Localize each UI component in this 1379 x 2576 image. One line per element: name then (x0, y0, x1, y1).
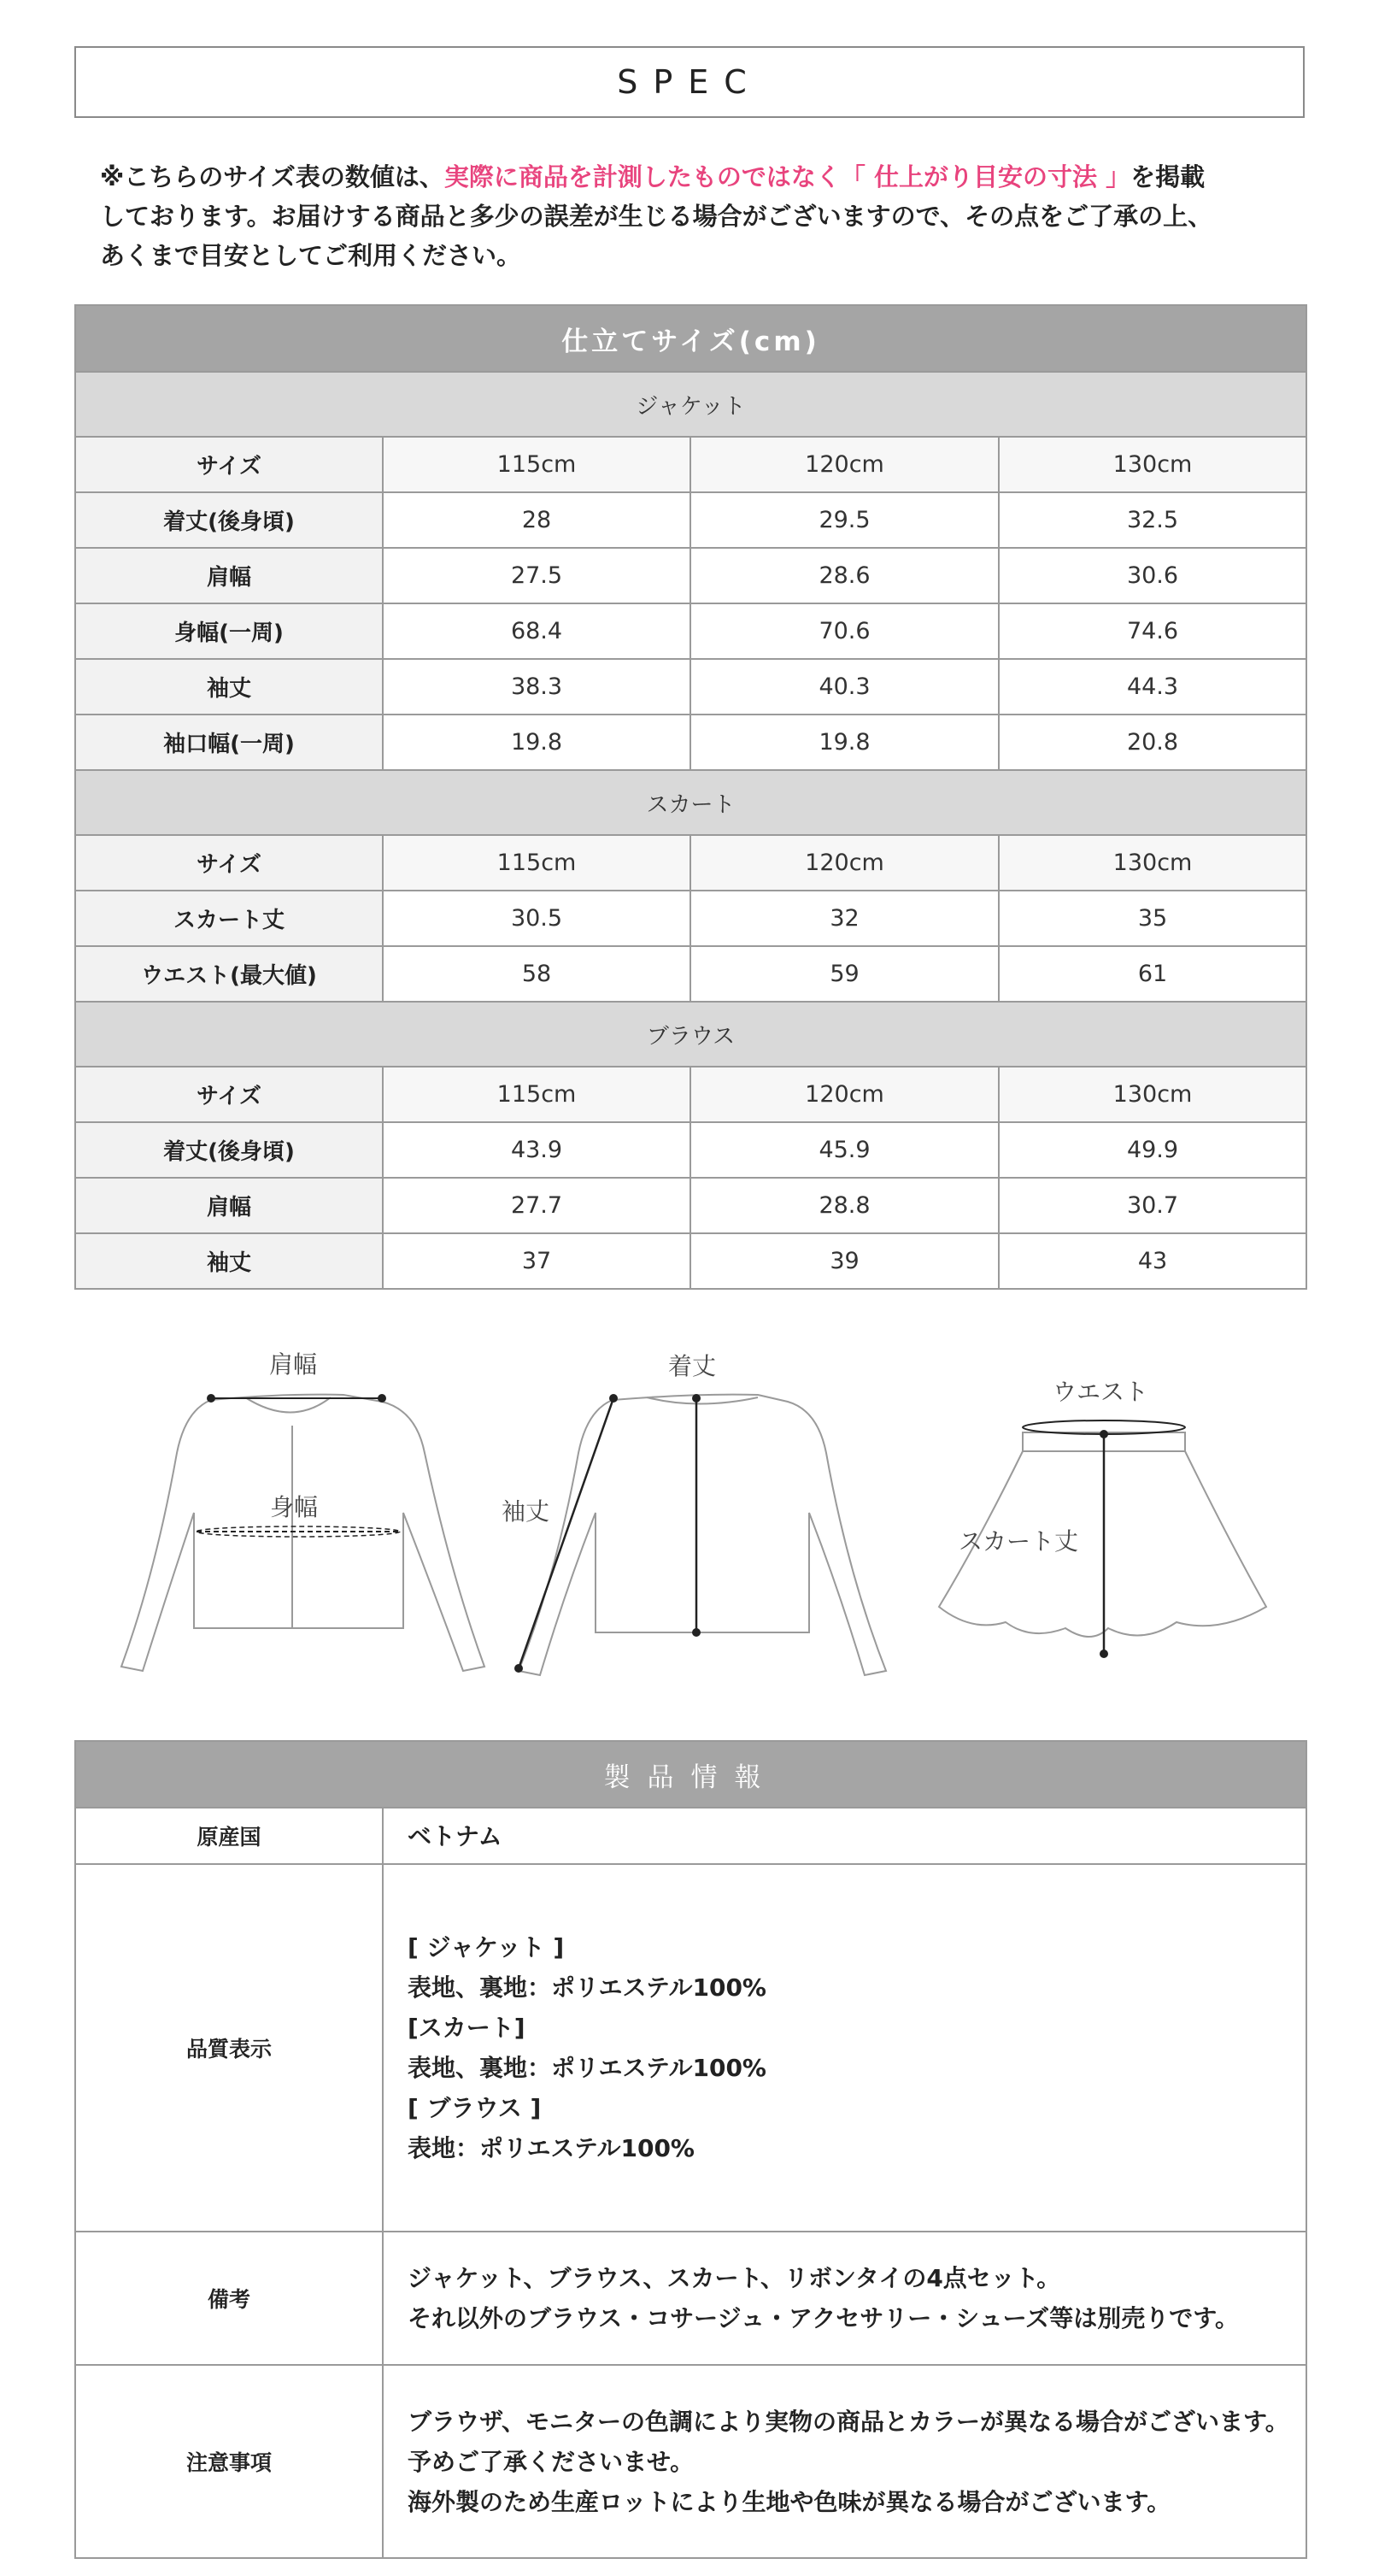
notice-part2: を掲載 (1130, 162, 1206, 191)
table-cell: 39 (690, 1233, 999, 1289)
info-line: [ ブラウス ] (408, 2094, 542, 2122)
table-row (75, 492, 1306, 548)
size-header-row (75, 835, 1306, 891)
table-cell: 29.5 (690, 492, 999, 548)
table-cell: 19.8 (690, 715, 999, 770)
info-line: [ ジャケット ] (408, 1933, 565, 1961)
table-row (75, 715, 1306, 770)
row-label: 肩幅 (75, 1178, 383, 1233)
size-column-header: 120cm (690, 835, 999, 891)
table-cell: 44.3 (999, 659, 1306, 715)
table-cell: 74.6 (999, 603, 1306, 659)
table-cell: 28.8 (690, 1178, 999, 1233)
info-row (75, 2365, 1306, 2558)
row-label: 着丈(後身頃) (75, 492, 383, 548)
row-label: スカート丈 (75, 891, 383, 946)
measurement-illustration (74, 1333, 1306, 1692)
size-column-header: 130cm (999, 1067, 1306, 1122)
table-cell: 61 (999, 946, 1306, 1002)
row-label: サイズ (75, 835, 383, 891)
table-row (75, 659, 1306, 715)
size-column-header: 115cm (383, 835, 690, 891)
table-cell: 38.3 (383, 659, 690, 715)
table-cell: 68.4 (383, 603, 690, 659)
table-row (75, 1178, 1306, 1233)
size-column-header: 130cm (999, 835, 1306, 891)
info-line: ジャケット、ブラウス、スカート、リボンタイの4点セット。 (408, 2264, 1061, 2292)
table-row (75, 946, 1306, 1002)
table-cell: 58 (383, 946, 690, 1002)
row-label: 袖口幅(一周) (75, 715, 383, 770)
table-cell: 49.9 (999, 1122, 1306, 1178)
table-cell: 30.5 (383, 891, 690, 946)
table-cell: 43 (999, 1233, 1306, 1289)
table-cell: 32 (690, 891, 999, 946)
info-row (75, 2232, 1306, 2365)
table-cell: 45.9 (690, 1122, 999, 1178)
row-label: サイズ (75, 437, 383, 492)
table-cell: 28.6 (690, 548, 999, 603)
size-column-header: 130cm (999, 437, 1306, 492)
row-label: 袖丈 (75, 1233, 383, 1289)
info-value (383, 2365, 1306, 2558)
info-line: 表地、裏地：ポリエステル100% (408, 1973, 766, 2002)
info-line: 表地：ポリエステル100% (408, 2134, 695, 2162)
table-cell: 19.8 (383, 715, 690, 770)
info-row (75, 1864, 1306, 2232)
table-row (75, 1233, 1306, 1289)
label-skirt-length: スカート丈 (959, 1527, 1079, 1556)
info-line: 表地、裏地：ポリエステル100% (408, 2054, 766, 2082)
label-length: 着丈 (668, 1352, 717, 1380)
table-row (75, 548, 1306, 603)
jacket-back-drawing (519, 1395, 886, 1675)
notice-line3: あくまで目安としてご利用ください。 (100, 241, 522, 270)
section-header: ブラウス (75, 1002, 1306, 1067)
size-table (74, 304, 1307, 1290)
table-cell: 28 (383, 492, 690, 548)
info-line: それ以外のブラウス・コサージュ・アクセサリー・シューズ等は別売りです。 (408, 2304, 1240, 2332)
row-label: 身幅(一周) (75, 603, 383, 659)
jacket-front-drawing (121, 1395, 484, 1671)
row-label: 着丈(後身頃) (75, 1122, 383, 1178)
size-notice (100, 157, 1296, 275)
measurement-diagrams (74, 1333, 1306, 1692)
info-line: ベトナム (408, 1821, 502, 1850)
info-line: [スカート] (408, 2014, 525, 2042)
info-value (383, 2232, 1306, 2365)
notice-highlight: 実際に商品を計測したものではなく「 仕上がり目安の寸法 」 (443, 162, 1131, 191)
info-label: 備考 (75, 2232, 383, 2365)
size-column-header: 120cm (690, 437, 999, 492)
info-line: 海外製のため生産ロットにより生地や色味が異なる場合がございます。 (408, 2487, 1171, 2516)
size-column-header: 115cm (383, 1067, 690, 1122)
table-cell: 30.6 (999, 548, 1306, 603)
table-cell: 30.7 (999, 1178, 1306, 1233)
row-label: ウエスト(最大値) (75, 946, 383, 1002)
size-table-title: 仕立てサイズ(cm) (75, 305, 1306, 372)
label-shoulder: 肩幅 (269, 1350, 318, 1379)
size-header-row (75, 437, 1306, 492)
info-row (75, 1808, 1306, 1864)
table-cell: 27.7 (383, 1178, 690, 1233)
info-value (383, 1864, 1306, 2232)
section-header: スカート (75, 770, 1306, 835)
product-info-title: 製品情報 (75, 1741, 1306, 1808)
product-info-table (74, 1740, 1307, 2559)
notice-part1: ※こちらのサイズ表の数値は、 (100, 162, 444, 191)
table-row (75, 603, 1306, 659)
info-line: ブラウザ、モニターの色調により実物の商品とカラーが異なる場合がございます。 (408, 2407, 1289, 2436)
table-cell: 59 (690, 946, 999, 1002)
info-label: 注意事項 (75, 2365, 383, 2558)
table-cell: 40.3 (690, 659, 999, 715)
section-header: ジャケット (75, 372, 1306, 437)
row-label: サイズ (75, 1067, 383, 1122)
table-cell: 32.5 (999, 492, 1306, 548)
label-sleeve: 袖丈 (502, 1497, 550, 1526)
table-cell: 27.5 (383, 548, 690, 603)
info-value (383, 1808, 1306, 1864)
label-waist: ウエスト (1053, 1378, 1149, 1406)
table-row (75, 891, 1306, 946)
info-line: 予めご了承くださいませ。 (408, 2447, 695, 2476)
table-row (75, 1122, 1306, 1178)
label-body-width: 身幅 (270, 1493, 319, 1521)
spec-header: SPEC (74, 46, 1305, 118)
notice-line2: しております。お届けする商品と多少の誤差が生じる場合がございますので、その点をご了承の上、 (100, 202, 1213, 231)
size-column-header: 120cm (690, 1067, 999, 1122)
size-header-row (75, 1067, 1306, 1122)
table-cell: 35 (999, 891, 1306, 946)
info-label: 原産国 (75, 1808, 383, 1864)
table-cell: 37 (383, 1233, 690, 1289)
row-label: 肩幅 (75, 548, 383, 603)
table-cell: 43.9 (383, 1122, 690, 1178)
table-cell: 70.6 (690, 603, 999, 659)
row-label: 袖丈 (75, 659, 383, 715)
info-label: 品質表示 (75, 1864, 383, 2232)
size-column-header: 115cm (383, 437, 690, 492)
table-cell: 20.8 (999, 715, 1306, 770)
